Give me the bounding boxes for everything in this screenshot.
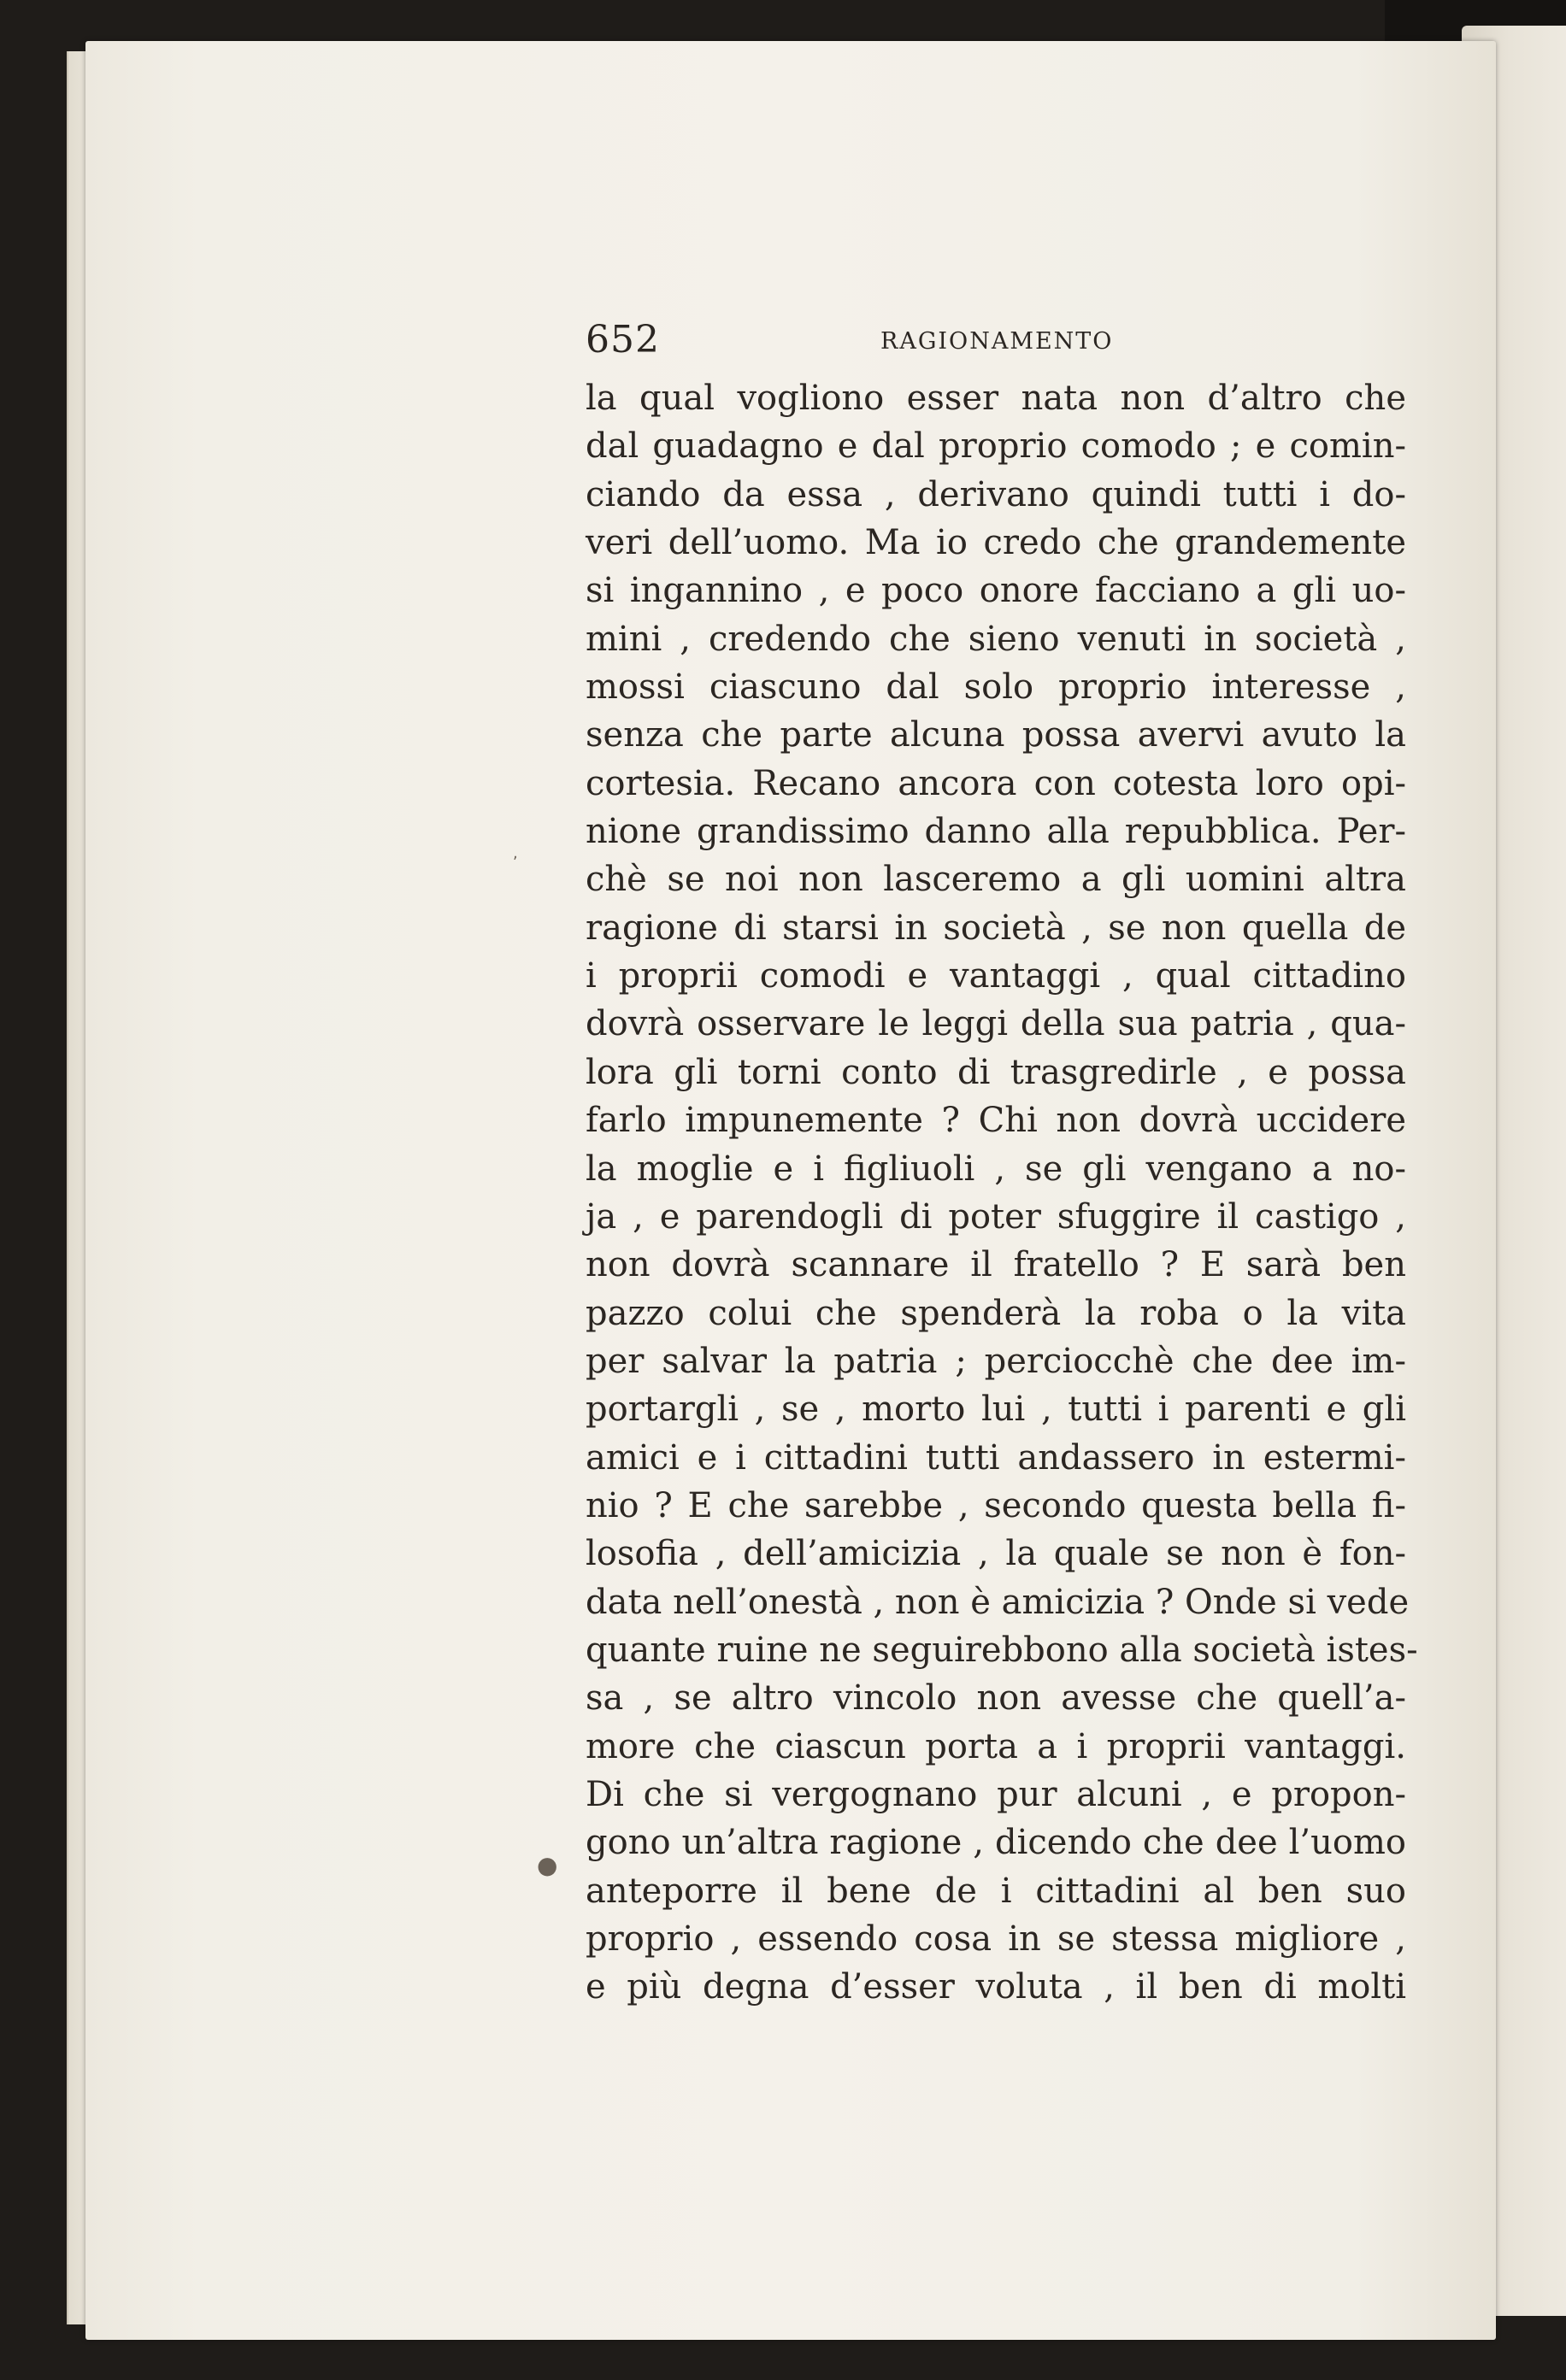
text-line: more che ciascun porta a i proprii vantaggi. bbox=[586, 1726, 1406, 1766]
text-line: e più degna d’esser voluta , il ben di molti bbox=[586, 1967, 1406, 2007]
text-line: non dovrà scannare il fratello ? E sarà ben bbox=[586, 1245, 1406, 1285]
text-line: nione grandissimo danno alla repubblica. Per- bbox=[586, 812, 1406, 852]
page-header bbox=[586, 314, 1497, 374]
text-line: si ingannino , e poco onore facciano a gli uo- bbox=[586, 571, 1406, 611]
text-line: losofia , dell’amicizia , la quale se non è fon- bbox=[586, 1534, 1406, 1574]
text-line: portargli , se , morto lui , tutti i parenti e gli bbox=[586, 1390, 1406, 1430]
text-line: nio ? E che sarebbe , secondo questa bella fi- bbox=[586, 1485, 1406, 1525]
text-line: per salvar la patria ; perciocchè che dee im- bbox=[586, 1341, 1406, 1381]
text-line: lora gli torni conto di trasgredirle , e possa bbox=[586, 1052, 1406, 1092]
text-line: ciando da essa , derivano quindi tutti i do- bbox=[586, 474, 1406, 514]
text-line: ragione di starsi in società , se non quella de bbox=[586, 908, 1406, 948]
page-number: 652 bbox=[586, 318, 660, 361]
text-line: ja , e parendogli di poter sfuggire il castigo , bbox=[586, 1196, 1406, 1237]
text-line: pazzo colui che spenderà la roba o la vita bbox=[586, 1293, 1406, 1333]
text-line: data nell’onestà , non è amicizia ? Onde si vede bbox=[586, 1582, 1410, 1622]
text-line: dovrà osservare le leggi della sua patria , qua- bbox=[586, 1004, 1406, 1044]
text-line: la qual vogliono esser nata non d’altro che bbox=[586, 379, 1406, 418]
body-text bbox=[586, 374, 1497, 2012]
text-line: cortesia. Recano ancora con cotesta loro opi- bbox=[586, 763, 1406, 803]
text-block bbox=[586, 314, 1497, 2012]
running-title: RAGIONAMENTO bbox=[880, 328, 1114, 355]
text-line: quante ruine ne seguirebbono alla società istes- bbox=[586, 1630, 1418, 1670]
text-line: mossi ciascuno dal solo proprio interesse , bbox=[586, 667, 1406, 708]
margin-mark: , bbox=[513, 844, 518, 862]
text-line: gono un’altra ragione , dicendo che dee l’uomo bbox=[586, 1823, 1406, 1863]
text-line: Di che si vergognano pur alcuni , e propon- bbox=[586, 1774, 1406, 1814]
text-line: mini , credendo che sieno venuti in società , bbox=[586, 619, 1406, 659]
book-page bbox=[85, 41, 1496, 2340]
paper-speck: ● bbox=[537, 1851, 558, 1879]
text-line: amici e i cittadini tutti andassero in estermi- bbox=[586, 1437, 1406, 1478]
text-line: la moglie e i figliuoli , se gli vengano a no- bbox=[586, 1149, 1406, 1189]
text-line: farlo impunemente ? Chi non dovrà uccidere bbox=[586, 1101, 1406, 1141]
text-line: sa , se altro vincolo non avesse che quell’a- bbox=[586, 1678, 1406, 1719]
text-line: veri dell’uomo. Ma io credo che grandemente bbox=[586, 523, 1406, 563]
text-line: i proprii comodi e vantaggi , qual cittadino bbox=[586, 956, 1406, 996]
text-line: dal guadagno e dal proprio comodo ; e comin- bbox=[586, 426, 1406, 467]
text-line: anteporre il bene de i cittadini al ben suo bbox=[586, 1871, 1406, 1911]
text-line: chè se noi non lasceremo a gli uomini altra bbox=[586, 860, 1406, 900]
text-line: proprio , essendo cosa in se stessa migliore , bbox=[586, 1919, 1406, 1959]
text-line: senza che parte alcuna possa avervi avuto la bbox=[586, 715, 1406, 755]
